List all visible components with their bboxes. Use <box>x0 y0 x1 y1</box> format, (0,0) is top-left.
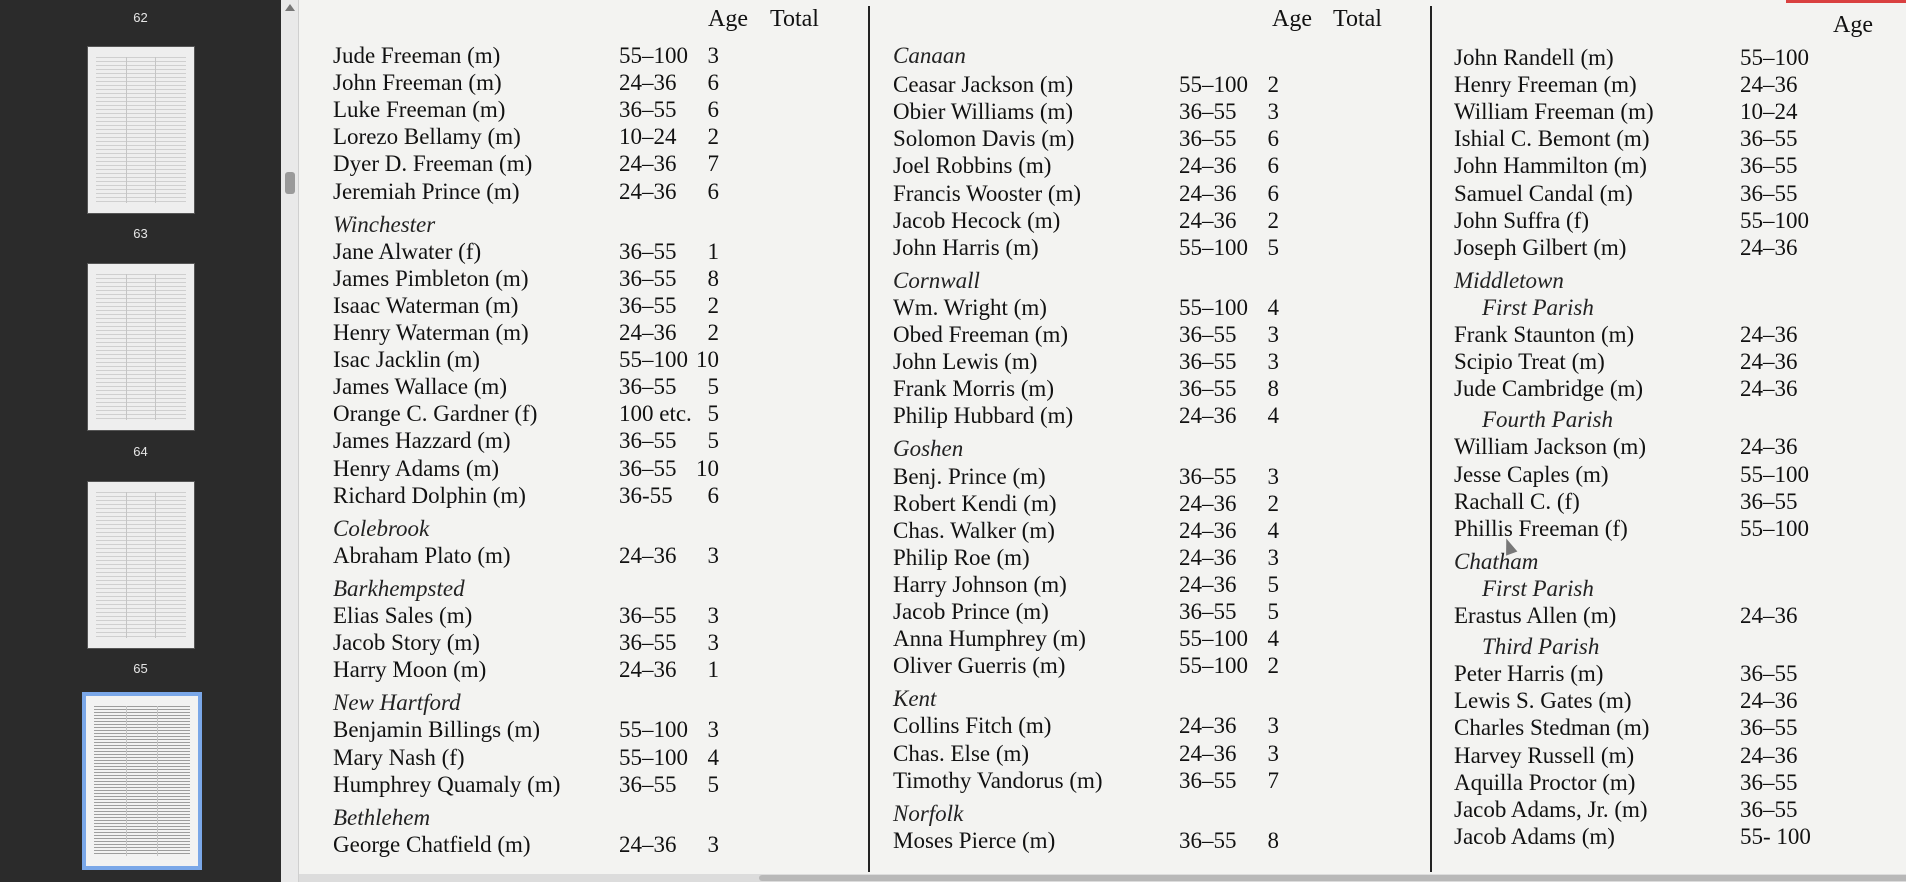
household-total: 6 <box>707 178 719 204</box>
person-name: Anna Humphrey (m) <box>893 626 1086 652</box>
age-range: 55–100 <box>619 744 688 770</box>
household-total: 4 <box>1267 294 1279 320</box>
age-range: 10–24 <box>1740 99 1798 125</box>
age-range: 24–36 <box>1179 180 1237 206</box>
person-name: Aquilla Proctor (m) <box>1454 769 1636 795</box>
page-thumbnail-63[interactable] <box>87 46 195 214</box>
household-total: 10 <box>696 347 719 373</box>
age-range: 24–36 <box>619 657 677 683</box>
person-name: Jacob Hecock (m) <box>893 207 1061 233</box>
household-total: 3 <box>1267 713 1279 739</box>
parish-subheading: Fourth Parish <box>1482 407 1613 433</box>
age-range: 24–36 <box>1740 688 1798 714</box>
age-range: 24–36 <box>1179 403 1237 429</box>
place-heading: Chatham <box>1454 548 1539 574</box>
age-range: 24–36 <box>619 542 677 568</box>
place-heading: Barkhempsted <box>333 575 465 601</box>
person-name: James Wallace (m) <box>333 374 507 400</box>
age-range: 24–36 <box>1179 207 1237 233</box>
household-total: 3 <box>1267 349 1279 375</box>
age-range: 36–55 <box>1179 99 1237 125</box>
age-range: 24–36 <box>1179 490 1237 516</box>
person-name: Dyer D. Freeman (m) <box>333 151 533 177</box>
column-divider <box>1430 6 1432 872</box>
person-name: Jesse Caples (m) <box>1454 461 1609 487</box>
age-range: 36-55 <box>619 482 673 508</box>
household-total: 2 <box>1267 490 1279 516</box>
place-heading: Kent <box>893 686 937 712</box>
person-name: Orange C. Gardner (f) <box>333 401 538 427</box>
person-name: James Hazzard (m) <box>333 428 511 454</box>
age-range: 24–36 <box>1179 740 1237 766</box>
household-total: 2 <box>1267 653 1279 679</box>
age-range: 10–24 <box>619 124 677 150</box>
age-range: 24–36 <box>1179 544 1237 570</box>
age-range: 36–55 <box>619 603 677 628</box>
page-number-label: 63 <box>133 226 148 241</box>
person-name: John Freeman (m) <box>333 70 502 96</box>
place-heading: Goshen <box>893 436 964 462</box>
age-range: 55–100 <box>1179 626 1248 652</box>
age-range: 36–55 <box>619 428 677 454</box>
household-total: 8 <box>1267 376 1279 402</box>
household-total: 7 <box>707 151 719 177</box>
age-range: 36–55 <box>1740 126 1798 152</box>
household-total: 10 <box>696 455 719 481</box>
horizontal-scrollbar[interactable] <box>299 874 1906 882</box>
age-range: 55–100 <box>1179 653 1248 679</box>
person-name: Frank Morris (m) <box>893 376 1054 402</box>
age-range: 36–55 <box>1179 463 1237 489</box>
person-name: Benj. Prince (m) <box>893 463 1046 489</box>
age-range: 24–36 <box>619 320 677 345</box>
person-name: Chas. Else (m) <box>893 740 1030 766</box>
person-name: Francis Wooster (m) <box>893 180 1082 206</box>
person-name: Elias Sales (m) <box>333 603 473 628</box>
household-total: 1 <box>707 657 719 683</box>
household-total: 6 <box>1267 126 1279 152</box>
person-name: Jude Cambridge (m) <box>1454 376 1644 402</box>
age-range: 36–55 <box>1179 322 1237 347</box>
person-name: Charles Stedman (m) <box>1454 715 1650 741</box>
page-thumbnail-65[interactable] <box>87 481 195 649</box>
age-range: 36–55 <box>1179 376 1237 402</box>
person-name: Timothy Vandorus (m) <box>893 767 1103 793</box>
household-total: 2 <box>707 124 719 150</box>
person-name: Jacob Prince (m) <box>893 599 1049 624</box>
person-name: Jacob Story (m) <box>333 630 480 656</box>
age-range: 24–36 <box>1740 603 1798 628</box>
age-range: 55–100 <box>1740 515 1809 541</box>
age-range: 24–36 <box>619 70 677 96</box>
window-accent-bar <box>1786 0 1906 3</box>
household-total: 2 <box>707 292 719 318</box>
household-total: 6 <box>707 482 719 508</box>
age-range: 36–55 <box>1740 661 1798 687</box>
person-name: Collins Fitch (m) <box>893 713 1052 739</box>
household-total: 3 <box>707 717 719 743</box>
household-total: 4 <box>1267 403 1279 429</box>
age-range: 36–55 <box>619 455 677 481</box>
person-name: John Randell (m) <box>1454 45 1614 70</box>
age-range: 36–55 <box>1179 349 1237 375</box>
age-range: 36–55 <box>1179 827 1237 853</box>
place-heading: Cornwall <box>893 267 980 293</box>
person-name: Scipio Treat (m) <box>1454 349 1605 375</box>
person-name: Henry Adams (m) <box>333 455 500 481</box>
household-total: 2 <box>1267 72 1279 98</box>
age-range: 24–36 <box>1740 434 1798 460</box>
age-range: 24–36 <box>1179 153 1237 179</box>
column-divider <box>868 6 870 872</box>
household-total: 6 <box>1267 153 1279 179</box>
person-name: Joseph Gilbert (m) <box>1454 234 1627 260</box>
person-name: Abraham Plato (m) <box>333 542 511 568</box>
age-range: 36–55 <box>619 292 677 318</box>
household-total: 6 <box>1267 180 1279 206</box>
scrollbar-thumb[interactable] <box>285 172 295 194</box>
household-total: 4 <box>707 744 719 770</box>
age-range: 36–55 <box>1179 767 1237 793</box>
age-range: 24–36 <box>1179 517 1237 543</box>
household-total: 6 <box>707 70 719 96</box>
age-range: 36–55 <box>1179 599 1237 624</box>
household-total: 3 <box>1267 740 1279 766</box>
age-range: 36–55 <box>619 265 677 291</box>
household-total: 3 <box>707 603 719 628</box>
age-range: 24–36 <box>1740 234 1798 260</box>
household-total: 7 <box>1267 767 1279 793</box>
person-name: Phillis Freeman (f) <box>1454 515 1628 541</box>
age-range: 55–100 <box>1179 294 1248 320</box>
age-range: 36–55 <box>1740 715 1798 741</box>
age-range: 55–100 <box>619 717 688 743</box>
age-header: Age <box>1833 12 1873 38</box>
person-name: John Lewis (m) <box>893 349 1038 375</box>
age-range: 36–55 <box>1740 153 1798 179</box>
age-range: 55–100 <box>619 43 688 68</box>
place-heading: Bethlehem <box>333 804 431 830</box>
person-name: Oliver Guerris (m) <box>893 653 1066 679</box>
person-name: Solomon Davis (m) <box>893 126 1075 152</box>
person-name: Philip Roe (m) <box>893 544 1030 570</box>
person-name: Jane Alwater (f) <box>333 238 482 264</box>
person-name: Ceasar Jackson (m) <box>893 72 1074 98</box>
age-range: 24–36 <box>1740 376 1798 402</box>
person-name: Isac Jacklin (m) <box>333 347 480 373</box>
person-name: Harvey Russell (m) <box>1454 742 1635 768</box>
page-thumbnail-64[interactable] <box>87 263 195 431</box>
age-range: 100 etc. <box>619 401 692 427</box>
age-range: 24–36 <box>1179 571 1237 597</box>
household-total: 6 <box>707 97 719 123</box>
age-range: 55–100 <box>1179 234 1248 260</box>
person-name: Jacob Adams, Jr. (m) <box>1454 796 1648 822</box>
household-total: 4 <box>1267 517 1279 543</box>
household-total: 2 <box>707 320 719 345</box>
age-header: Age <box>708 6 748 32</box>
place-heading: Middletown <box>1454 267 1564 293</box>
household-total: 5 <box>707 771 719 797</box>
household-total: 5 <box>1267 599 1279 624</box>
parish-subheading: First Parish <box>1482 575 1594 601</box>
household-total: 3 <box>707 831 719 857</box>
age-header: Age <box>1272 6 1312 32</box>
age-range: 24–36 <box>1740 349 1798 375</box>
person-name: Richard Dolphin (m) <box>333 482 526 508</box>
vertical-scrollbar[interactable] <box>281 0 299 882</box>
household-total: 1 <box>707 238 719 264</box>
age-range: 24–36 <box>1740 322 1798 347</box>
place-heading: New Hartford <box>333 690 461 716</box>
person-name: John Hammilton (m) <box>1454 153 1647 179</box>
age-range: 24–36 <box>1740 742 1798 768</box>
household-total: 3 <box>1267 322 1279 347</box>
household-total: 3 <box>1267 99 1279 125</box>
person-name: George Chatfield (m) <box>333 831 531 857</box>
person-name: Humphrey Quamaly (m) <box>333 771 561 797</box>
person-name: Harry Johnson (m) <box>893 571 1067 597</box>
person-name: Isaac Waterman (m) <box>333 292 519 318</box>
household-total: 3 <box>1267 463 1279 489</box>
person-name: Chas. Walker (m) <box>893 517 1055 543</box>
document-page <box>299 0 1906 874</box>
age-range: 24–36 <box>1740 72 1798 98</box>
person-name: John Harris (m) <box>893 234 1039 260</box>
household-total: 5 <box>707 374 719 400</box>
age-range: 55–100 <box>619 347 688 373</box>
household-total: 3 <box>1267 544 1279 570</box>
place-heading: Canaan <box>893 43 966 68</box>
person-name: Harry Moon (m) <box>333 657 487 683</box>
thumbnail-sidebar <box>0 0 281 882</box>
person-name: Rachall C. (f) <box>1454 488 1580 514</box>
page-number-label: 62 <box>133 10 148 25</box>
age-range: 36–55 <box>1740 180 1798 206</box>
person-name: Jeremiah Prince (m) <box>333 178 520 204</box>
age-range: 24–36 <box>619 178 677 204</box>
person-name: Benjamin Billings (m) <box>333 717 540 743</box>
household-total: 3 <box>707 630 719 656</box>
person-name: Peter Harris (m) <box>1454 661 1604 687</box>
age-range: 55–100 <box>1740 461 1809 487</box>
person-name: Erastus Allen (m) <box>1454 603 1617 628</box>
person-name: Lewis S. Gates (m) <box>1454 688 1632 714</box>
age-range: 24–36 <box>619 151 677 177</box>
person-name: John Suffra (f) <box>1454 207 1589 233</box>
parish-subheading: First Parish <box>1482 294 1594 320</box>
page-number-label: 64 <box>133 444 148 459</box>
household-total: 3 <box>707 43 719 68</box>
page-number-label: 65 <box>133 661 148 676</box>
age-range: 55- 100 <box>1740 823 1811 849</box>
age-range: 36–55 <box>619 771 677 797</box>
parish-subheading: Third Parish <box>1482 634 1600 660</box>
household-total: 5 <box>1267 571 1279 597</box>
person-name: William Jackson (m) <box>1454 434 1646 460</box>
person-name: James Pimbleton (m) <box>333 265 529 291</box>
age-range: 36–55 <box>1740 796 1798 822</box>
household-total: 5 <box>707 428 719 454</box>
person-name: Mary Nash (f) <box>333 744 465 770</box>
person-name: Ishial C. Bemont (m) <box>1454 126 1650 152</box>
person-name: Philip Hubbard (m) <box>893 403 1074 429</box>
age-range: 36–55 <box>619 238 677 264</box>
person-name: Henry Waterman (m) <box>333 320 529 345</box>
person-name: Jude Freeman (m) <box>333 43 501 68</box>
household-total: 8 <box>1267 827 1279 853</box>
age-range: 55–100 <box>1740 207 1809 233</box>
age-range: 36–55 <box>1740 769 1798 795</box>
person-name: Samuel Candal (m) <box>1454 180 1633 206</box>
household-total: 2 <box>1267 207 1279 233</box>
person-name: Henry Freeman (m) <box>1454 72 1637 98</box>
person-name: Lorezo Bellamy (m) <box>333 124 521 150</box>
person-name: Joel Robbins (m) <box>893 153 1052 179</box>
place-heading: Winchester <box>333 211 436 237</box>
age-range: 36–55 <box>1740 488 1798 514</box>
household-total: 3 <box>707 542 719 568</box>
age-range: 36–55 <box>619 630 677 656</box>
age-range: 36–55 <box>1179 126 1237 152</box>
person-name: Moses Pierce (m) <box>893 827 1056 853</box>
age-range: 24–36 <box>619 831 677 857</box>
person-name: Jacob Adams (m) <box>1454 823 1615 849</box>
age-range: 55–100 <box>1179 72 1248 98</box>
age-range: 24–36 <box>1179 713 1237 739</box>
total-header: Total <box>770 6 819 32</box>
document-viewer[interactable] <box>281 0 1906 882</box>
age-range: 55–100 <box>1740 45 1809 70</box>
household-total: 5 <box>707 401 719 427</box>
person-name: Obed Freeman (m) <box>893 322 1068 347</box>
place-heading: Norfolk <box>893 800 964 826</box>
person-name: Robert Kendi (m) <box>893 490 1057 516</box>
place-heading: Colebrook <box>333 515 430 541</box>
scrollbar-thumb[interactable] <box>759 875 1906 881</box>
person-name: Wm. Wright (m) <box>893 294 1047 320</box>
household-total: 5 <box>1267 234 1279 260</box>
page-thumbnail-66-current[interactable] <box>82 692 202 870</box>
person-name: William Freeman (m) <box>1454 99 1654 125</box>
total-header: Total <box>1333 6 1382 32</box>
age-range: 36–55 <box>619 374 677 400</box>
household-total: 4 <box>1267 626 1279 652</box>
household-total: 8 <box>707 265 719 291</box>
age-range: 36–55 <box>619 97 677 123</box>
person-name: Frank Staunton (m) <box>1454 322 1635 347</box>
scroll-up-arrow-icon[interactable] <box>285 4 295 11</box>
person-name: Luke Freeman (m) <box>333 97 506 123</box>
person-name: Obier Williams (m) <box>893 99 1074 125</box>
